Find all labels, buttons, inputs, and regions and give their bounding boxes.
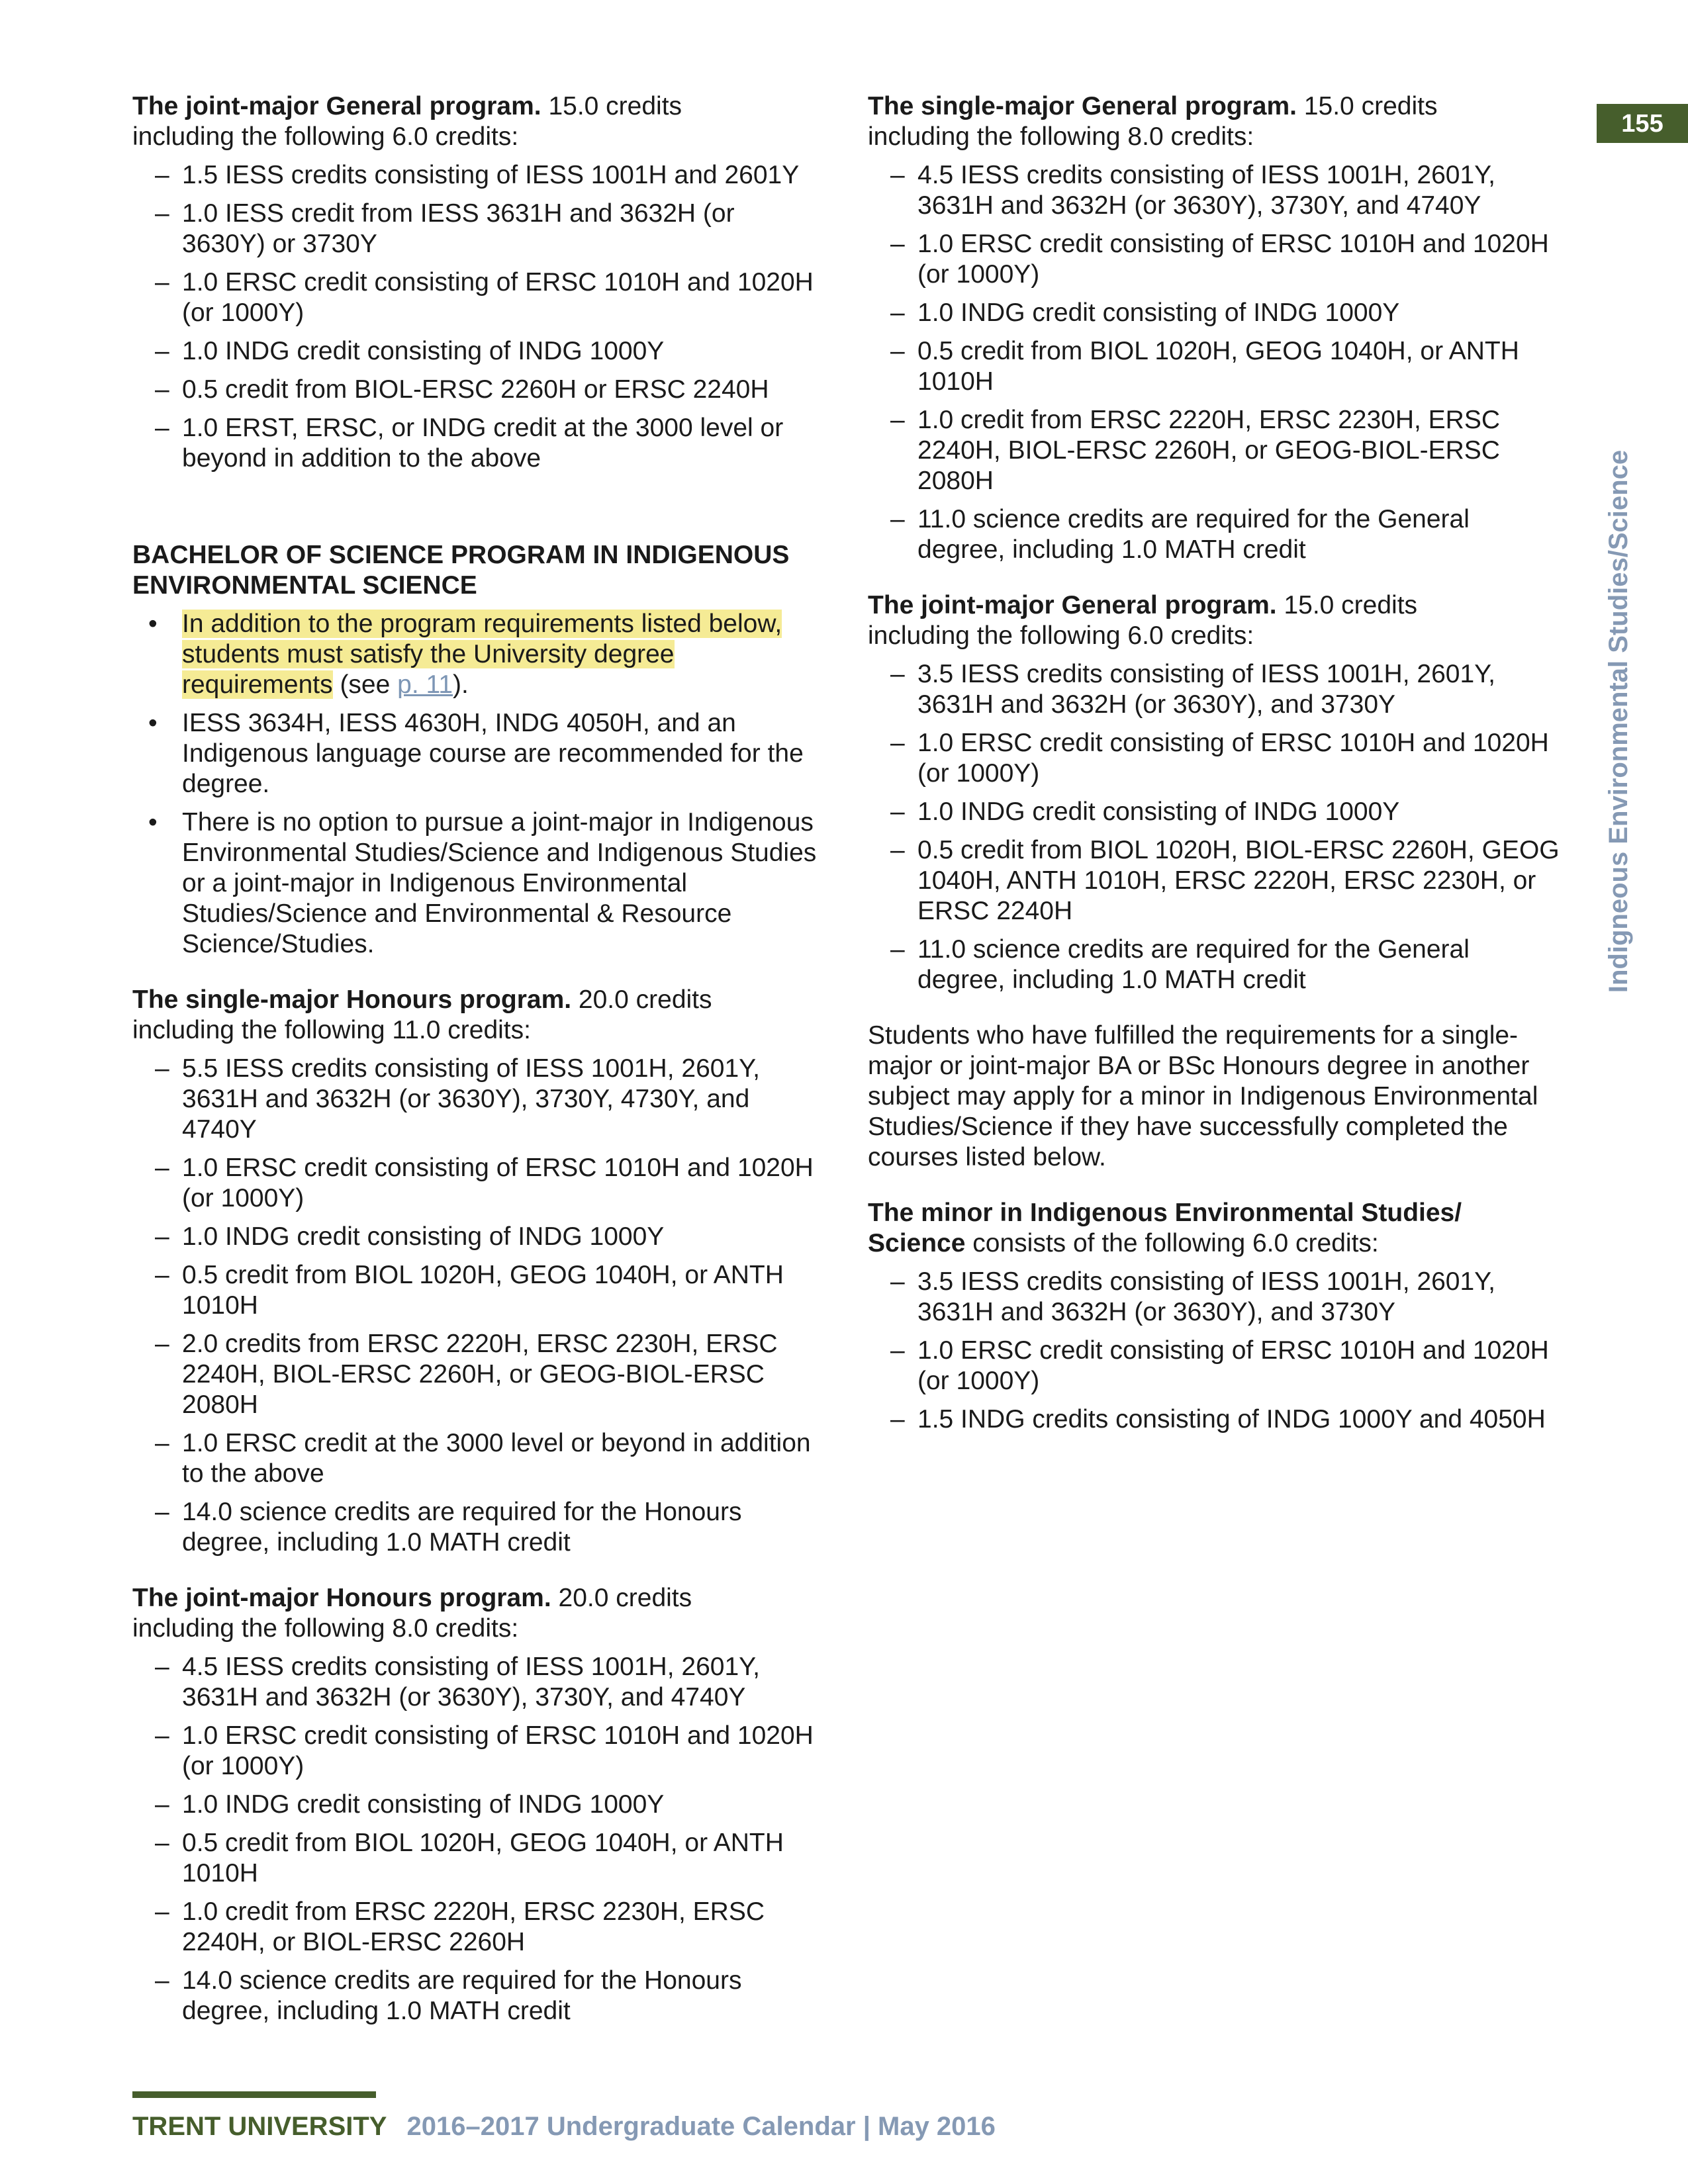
footer-calendar: 2016–2017 Undergraduate Calendar | May 2016	[406, 2112, 996, 2141]
joint-major-general-right: The joint-major General program. 15.0 credits including the following 6.0 credits: – 3.5 IESS credits consisting of IESS 1001H, 2601Y, 3631H and 3632H (or 3630Y), and 3730Y – 1.0 ERSC credit consisting of ERSC 1010H and 1020H (or 1000Y) – 1.0 INDG credit consisting of INDG 1000Y – 0.5 credit from BIOL 1020H, BIOL-ERSC 2260H, GEOG 1040H, ANTH 1010H, ERSC 2220H, ERSC 2230H, or ERSC 2240H – 11.0 science credits are required for the General degree, including 1.0 MATH credit	[868, 590, 1563, 995]
footer-rule	[132, 2091, 376, 2098]
page-number-tab	[1597, 104, 1688, 143]
list-item: – 0.5 credit from BIOL 1020H, GEOG 1040H, or ANTH 1010H	[132, 1260, 821, 1321]
list-item: – 2.0 credits from ERSC 2220H, ERSC 2230H, ERSC 2240H, BIOL-ERSC 2260H, or GEOG-BIOL-ERSC 2080H	[132, 1329, 821, 1420]
list-item: – 1.0 ERSC credit consisting of ERSC 1010H and 1020H (or 1000Y)	[132, 1721, 821, 1782]
program-heading: The single-major Honours program.	[132, 985, 572, 1014]
list-item: – 0.5 credit from BIOL 1020H, BIOL-ERSC 2260H, GEOG 1040H, ANTH 1010H, ERSC 2220H, ERSC 2230H, or ERSC 2240H	[868, 835, 1563, 927]
single-major-honours: The single-major Honours program. 20.0 credits including the following 11.0 credits: – 5.5 IESS credits consisting of IESS 1001H, 2601Y, 3631H and 3632H (or 3630Y), 3730Y, 4730Y, and 4740Y – 1.0 ERSC credit consisting of ERSC 1010H and 1020H (or 1000Y) – 1.0 INDG credit consisting of INDG 1000Y – 0.5 credit from BIOL 1020H, GEOG 1040H, or ANTH 1010H – 2.0 credits from ERSC 2220H, ERSC 2230H, ERSC 2240H, BIOL-ERSC 2260H, or GEOG-BIOL-ERSC 2080H – 1.0 ERSC credit at the 3000 level or beyond in addition to the above – 14.0 science credits are required for the Honours degree, including 1.0 MATH credit	[132, 985, 821, 1558]
list-item: – 1.0 ERSC credit consisting of ERSC 1010H and 1020H (or 1000Y)	[868, 229, 1563, 290]
program-heading: The joint-major Honours program.	[132, 1584, 551, 1612]
left-column	[132, 91, 821, 2052]
list-item: – 11.0 science credits are required for the General degree, including 1.0 MATH credit	[868, 504, 1563, 565]
list-item: – 3.5 IESS credits consisting of IESS 1001H, 2601Y, 3631H and 3632H (or 3630Y), and 3730Y	[868, 659, 1563, 720]
list-item: – 1.0 INDG credit consisting of INDG 1000Y	[132, 1222, 821, 1252]
list-item: – 1.0 ERSC credit consisting of ERSC 1010H and 1020H (or 1000Y)	[132, 1153, 821, 1214]
list-item: – 1.0 INDG credit consisting of INDG 1000Y	[132, 336, 821, 367]
notes-list	[132, 609, 821, 960]
list-item: • IESS 3634H, IESS 4630H, INDG 4050H, and an Indigenous language course are recommended for the degree.	[132, 708, 821, 799]
joint-major-general-left: The joint-major General program. 15.0 credits including the following 6.0 credits: – 1.5 IESS credits consisting of IESS 1001H and 2601Y – 1.0 IESS credit from IESS 3631H and 3632H (or 3630Y) or 3730Y – 1.0 ERSC credit consisting of ERSC 1010H and 1020H (or 1000Y) – 1.0 INDG credit consisting of INDG 1000Y – 0.5 credit from BIOL-ERSC 2260H or ERSC 2240H – 1.0 ERST, ERSC, or INDG credit at the 3000 level or beyond in addition to the above	[132, 91, 821, 474]
program-heading: The minor in Indigenous Environmental Studies/ Science	[868, 1199, 1462, 1257]
program-heading: The joint-major General program.	[868, 591, 1277, 619]
footer-university: TRENT UNIVERSITY	[132, 2112, 387, 2141]
program-heading: The joint-major General program.	[132, 92, 541, 120]
requirement-list	[132, 1652, 821, 2026]
page-number: 155	[1621, 109, 1664, 138]
list-item: – 1.0 ERSC credit consisting of ERSC 1010H and 1020H (or 1000Y)	[868, 728, 1563, 789]
footer	[132, 2111, 996, 2142]
requirement-list	[132, 1054, 821, 1558]
list-item: – 1.0 INDG credit consisting of INDG 1000Y	[132, 1790, 821, 1820]
list-item: – 1.5 IESS credits consisting of IESS 1001H and 2601Y	[132, 160, 821, 191]
list-item: – 11.0 science credits are required for the General degree, including 1.0 MATH credit	[868, 934, 1563, 995]
list-item: – 1.0 INDG credit consisting of INDG 1000Y	[868, 298, 1563, 328]
list-item: – 14.0 science credits are required for the Honours degree, including 1.0 MATH credit	[132, 1966, 821, 2026]
list-item: – 1.0 IESS credit from IESS 3631H and 3632H (or 3630Y) or 3730Y	[132, 199, 821, 259]
right-column	[868, 91, 1563, 1460]
list-item: – 1.0 ERSC credit consisting of ERSC 1010H and 1020H (or 1000Y)	[132, 267, 821, 328]
list-item: – 1.0 ERST, ERSC, or INDG credit at the 3000 level or beyond in addition to the above	[132, 413, 821, 474]
side-section-title: Indigneous Environmental Studies/Science	[1604, 449, 1633, 993]
requirement-list	[868, 160, 1563, 565]
list-item: – 1.0 INDG credit consisting of INDG 1000Y	[868, 797, 1563, 827]
list-item: – 4.5 IESS credits consisting of IESS 1001H, 2601Y, 3631H and 3632H (or 3630Y), 3730Y, and 4740Y	[868, 160, 1563, 221]
list-item: • In addition to the program requirements listed below, students must satisfy the University degree requirements (see p. 11).	[132, 609, 821, 700]
single-major-general: The single-major General program. 15.0 credits including the following 8.0 credits: – 4.5 IESS credits consisting of IESS 1001H, 2601Y, 3631H and 3632H (or 3630Y), 3730Y, and 4740Y – 1.0 ERSC credit consisting of ERSC 1010H and 1020H (or 1000Y) – 1.0 INDG credit consisting of INDG 1000Y – 0.5 credit from BIOL 1020H, GEOG 1040H, or ANTH 1010H – 1.0 credit from ERSC 2220H, ERSC 2230H, ERSC 2240H, BIOL-ERSC 2260H, or GEOG-BIOL-ERSC 2080H – 11.0 science credits are required for the General degree, including 1.0 MATH credit	[868, 91, 1563, 565]
list-item: – 14.0 science credits are required for the Honours degree, including 1.0 MATH credit	[132, 1497, 821, 1558]
list-item: – 0.5 credit from BIOL-ERSC 2260H or ERSC 2240H	[132, 375, 821, 405]
highlighted-text: In addition to the program requirements listed below, students must satisfy the University degree requirements	[182, 610, 782, 699]
list-item: – 1.0 ERSC credit at the 3000 level or beyond in addition to the above	[132, 1428, 821, 1489]
page-link[interactable]: p. 11	[397, 670, 453, 699]
list-item: – 1.0 ERSC credit consisting of ERSC 1010H and 1020H (or 1000Y)	[868, 1336, 1563, 1396]
minor-note: Students who have fulfilled the requirements for a single-major or joint-major BA or BSc Honours degree in another subject may apply for a minor in Indigenous Environmental Studies/Science if they have successfully completed the courses listed below.	[868, 1021, 1538, 1171]
list-item: – 3.5 IESS credits consisting of IESS 1001H, 2601Y, 3631H and 3632H (or 3630Y), and 3730Y	[868, 1267, 1563, 1328]
list-item: – 1.0 credit from ERSC 2220H, ERSC 2230H, ERSC 2240H, BIOL-ERSC 2260H, or GEOG-BIOL-ERSC 2080H	[868, 405, 1563, 496]
requirement-list	[868, 659, 1563, 995]
bsc-section	[132, 540, 821, 960]
section-heading: BACHELOR OF SCIENCE PROGRAM IN INDIGENOUS ENVIRONMENTAL SCIENCE	[132, 541, 790, 600]
list-item: – 4.5 IESS credits consisting of IESS 1001H, 2601Y, 3631H and 3632H (or 3630Y), 3730Y, and 4740Y	[132, 1652, 821, 1713]
list-item: – 0.5 credit from BIOL 1020H, GEOG 1040H, or ANTH 1010H	[132, 1828, 821, 1889]
joint-major-honours: The joint-major Honours program. 20.0 credits including the following 8.0 credits: – 4.5 IESS credits consisting of IESS 1001H, 2601Y, 3631H and 3632H (or 3630Y), 3730Y, and 4740Y – 1.0 ERSC credit consisting of ERSC 1010H and 1020H (or 1000Y) – 1.0 INDG credit consisting of INDG 1000Y – 0.5 credit from BIOL 1020H, GEOG 1040H, or ANTH 1010H – 1.0 credit from ERSC 2220H, ERSC 2230H, ERSC 2240H, or BIOL-ERSC 2260H – 14.0 science credits are required for the Honours degree, including 1.0 MATH credit	[132, 1583, 821, 2026]
list-item: – 5.5 IESS credits consisting of IESS 1001H, 2601Y, 3631H and 3632H (or 3630Y), 3730Y, 4730Y, and 4740Y	[132, 1054, 821, 1145]
list-item: • There is no option to pursue a joint-major in Indigenous Environmental Studies/Science and Indigenous Studies or a joint-major in Indigenous Environmental Studies/Science and Environmental & Resource Science/Studies.	[132, 807, 821, 960]
requirement-list	[132, 160, 821, 474]
list-item: – 0.5 credit from BIOL 1020H, GEOG 1040H, or ANTH 1010H	[868, 336, 1563, 397]
list-item: – 1.0 credit from ERSC 2220H, ERSC 2230H, ERSC 2240H, or BIOL-ERSC 2260H	[132, 1897, 821, 1958]
minor-program: The minor in Indigenous Environmental Studies/ Science consists of the following 6.0 credits: – 3.5 IESS credits consisting of IESS 1001H, 2601Y, 3631H and 3632H (or 3630Y), and 3730Y – 1.0 ERSC credit consisting of ERSC 1010H and 1020H (or 1000Y) – 1.5 INDG credits consisting of INDG 1000Y and 4050H	[868, 1198, 1563, 1435]
list-item: – 1.5 INDG credits consisting of INDG 1000Y and 4050H	[868, 1404, 1563, 1435]
program-heading: The single-major General program.	[868, 92, 1297, 120]
requirement-list	[868, 1267, 1563, 1435]
